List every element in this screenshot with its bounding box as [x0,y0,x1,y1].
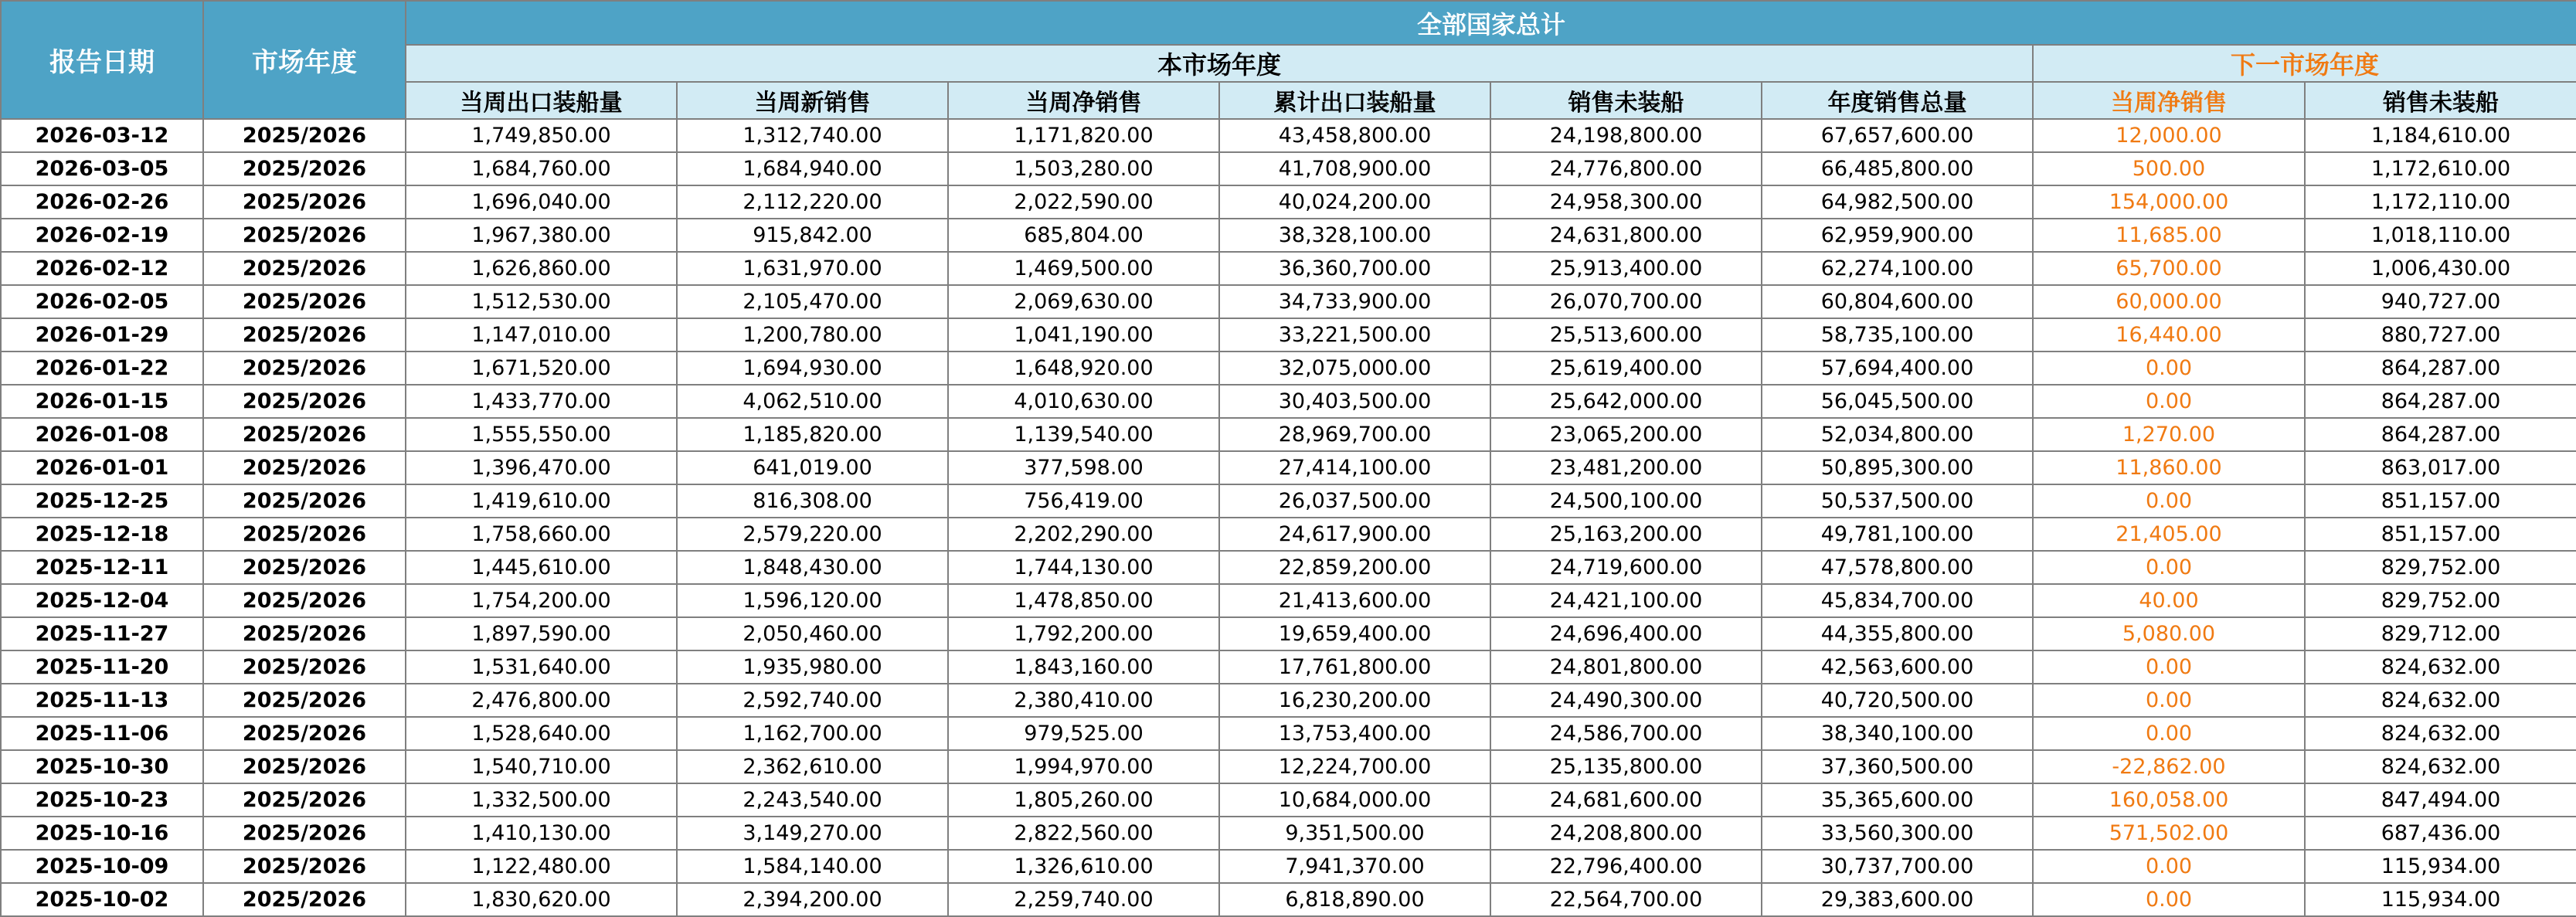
total-commitments-cell[interactable]: 37,360,500.00 [1762,750,2033,783]
next-year-net-sales-cell[interactable]: 40.00 [2033,584,2305,617]
next-year-outstanding-cell[interactable]: 847,494.00 [2305,783,2576,817]
cumulative-exports-cell[interactable]: 9,351,500.00 [1219,817,1490,850]
weekly-new-sales-cell[interactable]: 2,579,220.00 [677,518,948,551]
next-year-outstanding-cell[interactable]: 824,632.00 [2305,750,2576,783]
cumulative-exports-cell[interactable]: 36,360,700.00 [1219,252,1490,285]
table-row [1,684,2576,717]
weekly-net-sales-cell[interactable]: 1,744,130.00 [948,551,1219,584]
table-body [1,119,2576,916]
market-year-cell[interactable]: 2025/2026 [203,650,406,684]
next-year-net-sales-cell[interactable]: 1,270.00 [2033,418,2305,451]
weekly-net-sales-cell[interactable]: 2,259,740.00 [948,883,1219,916]
outstanding-sales-cell[interactable]: 26,070,700.00 [1490,285,1762,318]
next-year-net-sales-cell[interactable]: 160,058.00 [2033,783,2305,817]
weekly-new-sales-cell[interactable]: 2,243,540.00 [677,783,948,817]
next-year-net-sales-cell[interactable]: 0.00 [2033,484,2305,518]
outstanding-sales-cell[interactable]: 22,796,400.00 [1490,850,1762,883]
market-year-cell[interactable]: 2025/2026 [203,850,406,883]
weekly-new-sales-cell[interactable]: 1,584,140.00 [677,850,948,883]
market-year-cell[interactable]: 2025/2026 [203,185,406,219]
cumulative-exports-cell[interactable]: 6,818,890.00 [1219,883,1490,916]
total-commitments-cell[interactable]: 50,537,500.00 [1762,484,2033,518]
weekly-exports-cell[interactable]: 2,476,800.00 [406,684,677,717]
col-weekly-net-sales-header[interactable]: 当周净销售 [948,82,1219,119]
cumulative-exports-cell[interactable]: 13,753,400.00 [1219,717,1490,750]
cumulative-exports-cell[interactable]: 30,403,500.00 [1219,385,1490,418]
outstanding-sales-cell[interactable]: 24,696,400.00 [1490,617,1762,650]
weekly-exports-cell[interactable]: 1,749,850.00 [406,119,677,152]
next-year-outstanding-cell[interactable]: 880,727.00 [2305,318,2576,352]
all-countries-total-header: 全部国家总计 [406,1,2576,45]
weekly-new-sales-cell[interactable]: 4,062,510.00 [677,385,948,418]
market-year-cell[interactable]: 2025/2026 [203,684,406,717]
total-commitments-cell[interactable]: 60,804,600.00 [1762,285,2033,318]
next-year-outstanding-cell[interactable]: 864,287.00 [2305,418,2576,451]
weekly-exports-cell[interactable]: 1,754,200.00 [406,584,677,617]
next-year-outstanding-cell[interactable]: 115,934.00 [2305,850,2576,883]
outstanding-sales-cell[interactable]: 24,681,600.00 [1490,783,1762,817]
next-year-outstanding-cell[interactable]: 864,287.00 [2305,352,2576,385]
market-year-cell[interactable]: 2025/2026 [203,252,406,285]
next-year-net-sales-cell[interactable]: -22,862.00 [2033,750,2305,783]
next-year-outstanding-cell[interactable]: 851,157.00 [2305,484,2576,518]
total-commitments-cell[interactable]: 52,034,800.00 [1762,418,2033,451]
weekly-net-sales-cell[interactable]: 1,171,820.00 [948,119,1219,152]
outstanding-sales-cell[interactable]: 25,163,200.00 [1490,518,1762,551]
next-market-year-header: 下一市场年度 [2033,45,2576,82]
market-year-cell[interactable]: 2025/2026 [203,584,406,617]
weekly-exports-cell[interactable]: 1,147,010.00 [406,318,677,352]
next-year-net-sales-cell[interactable]: 0.00 [2033,551,2305,584]
table-row [1,717,2576,750]
cumulative-exports-cell[interactable]: 43,458,800.00 [1219,119,1490,152]
cumulative-exports-cell[interactable]: 38,328,100.00 [1219,219,1490,252]
weekly-new-sales-cell[interactable]: 1,694,930.00 [677,352,948,385]
next-year-outstanding-cell[interactable]: 1,172,610.00 [2305,152,2576,185]
weekly-net-sales-cell[interactable]: 1,139,540.00 [948,418,1219,451]
weekly-exports-cell[interactable]: 1,540,710.00 [406,750,677,783]
weekly-new-sales-cell[interactable]: 1,200,780.00 [677,318,948,352]
outstanding-sales-cell[interactable]: 23,065,200.00 [1490,418,1762,451]
weekly-exports-cell[interactable]: 1,410,130.00 [406,817,677,850]
report-date-cell[interactable]: 2026-01-22 [1,352,203,385]
col-cumulative-exports-header[interactable]: 累计出口装船量 [1219,82,1490,119]
report-date-cell[interactable]: 2026-01-29 [1,318,203,352]
table-row [1,252,2576,285]
weekly-net-sales-cell[interactable]: 2,202,290.00 [948,518,1219,551]
cumulative-exports-cell[interactable]: 22,859,200.00 [1219,551,1490,584]
weekly-net-sales-cell[interactable]: 1,648,920.00 [948,352,1219,385]
outstanding-sales-cell[interactable]: 25,642,000.00 [1490,385,1762,418]
market-year-cell[interactable]: 2025/2026 [203,518,406,551]
table-row [1,318,2576,352]
weekly-net-sales-cell[interactable]: 756,419.00 [948,484,1219,518]
outstanding-sales-cell[interactable]: 24,198,800.00 [1490,119,1762,152]
table-row [1,650,2576,684]
weekly-exports-cell[interactable]: 1,445,610.00 [406,551,677,584]
cumulative-exports-cell[interactable]: 33,221,500.00 [1219,318,1490,352]
weekly-net-sales-cell[interactable]: 1,805,260.00 [948,783,1219,817]
outstanding-sales-cell[interactable]: 25,513,600.00 [1490,318,1762,352]
market-year-cell[interactable]: 2025/2026 [203,418,406,451]
outstanding-sales-cell[interactable]: 24,631,800.00 [1490,219,1762,252]
weekly-exports-cell[interactable]: 1,512,530.00 [406,285,677,318]
col-weekly-new-sales-header[interactable]: 当周新销售 [677,82,948,119]
cumulative-exports-cell[interactable]: 12,224,700.00 [1219,750,1490,783]
weekly-new-sales-cell[interactable]: 2,050,460.00 [677,617,948,650]
table-row [1,119,2576,152]
next-year-net-sales-cell[interactable]: 60,000.00 [2033,285,2305,318]
report-date-cell[interactable]: 2025-10-23 [1,783,203,817]
market-year-cell[interactable]: 2025/2026 [203,551,406,584]
cumulative-exports-cell[interactable]: 28,969,700.00 [1219,418,1490,451]
next-year-net-sales-cell[interactable]: 21,405.00 [2033,518,2305,551]
total-commitments-cell[interactable]: 58,735,100.00 [1762,318,2033,352]
total-commitments-cell[interactable]: 47,578,800.00 [1762,551,2033,584]
col-weekly-exports-header[interactable]: 当周出口装船量 [406,82,677,119]
total-commitments-cell[interactable]: 67,657,600.00 [1762,119,2033,152]
weekly-net-sales-cell[interactable]: 2,380,410.00 [948,684,1219,717]
report-date-cell[interactable]: 2026-01-01 [1,451,203,484]
next-year-outstanding-cell[interactable]: 940,727.00 [2305,285,2576,318]
next-year-outstanding-cell[interactable]: 1,018,110.00 [2305,219,2576,252]
total-commitments-cell[interactable]: 30,737,700.00 [1762,850,2033,883]
outstanding-sales-cell[interactable]: 25,913,400.00 [1490,252,1762,285]
table-row [1,850,2576,883]
report-date-cell[interactable]: 2025-11-06 [1,717,203,750]
weekly-new-sales-cell[interactable]: 1,162,700.00 [677,717,948,750]
next-year-outstanding-cell[interactable]: 824,632.00 [2305,650,2576,684]
weekly-exports-cell[interactable]: 1,696,040.00 [406,185,677,219]
report-date-cell[interactable]: 2026-02-12 [1,252,203,285]
weekly-new-sales-cell[interactable]: 1,935,980.00 [677,650,948,684]
weekly-exports-cell[interactable]: 1,758,660.00 [406,518,677,551]
next-year-net-sales-cell[interactable]: 0.00 [2033,883,2305,916]
next-year-net-sales-cell[interactable]: 0.00 [2033,717,2305,750]
outstanding-sales-cell[interactable]: 22,564,700.00 [1490,883,1762,916]
table-row [1,152,2576,185]
weekly-exports-cell[interactable]: 1,967,380.00 [406,219,677,252]
weekly-new-sales-cell[interactable]: 2,592,740.00 [677,684,948,717]
table-row [1,817,2576,850]
weekly-net-sales-cell[interactable]: 1,503,280.00 [948,152,1219,185]
weekly-net-sales-cell[interactable]: 2,022,590.00 [948,185,1219,219]
next-year-outstanding-cell[interactable]: 1,006,430.00 [2305,252,2576,285]
report-date-cell[interactable]: 2026-02-05 [1,285,203,318]
market-year-cell[interactable]: 2025/2026 [203,717,406,750]
table-row [1,484,2576,518]
market-year-cell[interactable]: 2025/2026 [203,385,406,418]
market-year-cell[interactable]: 2025/2026 [203,152,406,185]
cumulative-exports-cell[interactable]: 40,024,200.00 [1219,185,1490,219]
table-row [1,451,2576,484]
next-year-net-sales-cell[interactable]: 16,440.00 [2033,318,2305,352]
weekly-net-sales-cell[interactable]: 1,843,160.00 [948,650,1219,684]
weekly-net-sales-cell[interactable]: 377,598.00 [948,451,1219,484]
weekly-new-sales-cell[interactable]: 816,308.00 [677,484,948,518]
weekly-net-sales-cell[interactable]: 2,822,560.00 [948,817,1219,850]
weekly-exports-cell[interactable]: 1,396,470.00 [406,451,677,484]
cumulative-exports-cell[interactable]: 17,761,800.00 [1219,650,1490,684]
next-year-net-sales-cell[interactable]: 154,000.00 [2033,185,2305,219]
report-date-cell[interactable]: 2026-03-05 [1,152,203,185]
next-year-net-sales-cell[interactable]: 571,502.00 [2033,817,2305,850]
next-year-outstanding-cell[interactable]: 829,752.00 [2305,551,2576,584]
table-row [1,352,2576,385]
total-commitments-cell[interactable]: 66,485,800.00 [1762,152,2033,185]
next-year-net-sales-cell[interactable]: 0.00 [2033,352,2305,385]
cumulative-exports-cell[interactable]: 10,684,000.00 [1219,783,1490,817]
weekly-new-sales-cell[interactable]: 641,019.00 [677,451,948,484]
outstanding-sales-cell[interactable]: 24,421,100.00 [1490,584,1762,617]
weekly-new-sales-cell[interactable]: 915,842.00 [677,219,948,252]
weekly-new-sales-cell[interactable]: 2,362,610.00 [677,750,948,783]
market-year-cell[interactable]: 2025/2026 [203,484,406,518]
total-commitments-cell[interactable]: 40,720,500.00 [1762,684,2033,717]
report-date-cell[interactable]: 2025-12-25 [1,484,203,518]
report-date-cell[interactable]: 2025-10-02 [1,883,203,916]
table-header [1,1,2576,119]
table-row [1,617,2576,650]
next-year-net-sales-cell[interactable]: 0.00 [2033,385,2305,418]
next-year-outstanding-cell[interactable]: 851,157.00 [2305,518,2576,551]
table-row [1,219,2576,252]
weekly-exports-cell[interactable]: 1,626,860.00 [406,252,677,285]
total-commitments-cell[interactable]: 33,560,300.00 [1762,817,2033,850]
weekly-exports-cell[interactable]: 1,830,620.00 [406,883,677,916]
next-year-outstanding-cell[interactable]: 115,934.00 [2305,883,2576,916]
cumulative-exports-cell[interactable]: 26,037,500.00 [1219,484,1490,518]
weekly-exports-cell[interactable]: 1,332,500.00 [406,783,677,817]
outstanding-sales-cell[interactable]: 24,500,100.00 [1490,484,1762,518]
next-year-outstanding-cell[interactable]: 829,712.00 [2305,617,2576,650]
market-year-cell[interactable]: 2025/2026 [203,318,406,352]
report-date-cell[interactable]: 2025-10-16 [1,817,203,850]
next-year-net-sales-cell[interactable]: 0.00 [2033,650,2305,684]
table-row [1,185,2576,219]
total-commitments-cell[interactable]: 42,563,600.00 [1762,650,2033,684]
weekly-new-sales-cell[interactable]: 1,596,120.00 [677,584,948,617]
cumulative-exports-cell[interactable]: 41,708,900.00 [1219,152,1490,185]
weekly-new-sales-cell[interactable]: 2,105,470.00 [677,285,948,318]
weekly-new-sales-cell[interactable]: 1,312,740.00 [677,119,948,152]
cumulative-exports-cell[interactable]: 24,617,900.00 [1219,518,1490,551]
total-commitments-cell[interactable]: 49,781,100.00 [1762,518,2033,551]
outstanding-sales-cell[interactable]: 24,208,800.00 [1490,817,1762,850]
col-next-year-net-sales-header[interactable]: 当周净销售 [2033,82,2305,119]
market-year-cell[interactable]: 2025/2026 [203,285,406,318]
table-row [1,883,2576,916]
table-row [1,518,2576,551]
next-year-net-sales-cell[interactable]: 0.00 [2033,684,2305,717]
weekly-exports-cell[interactable]: 1,528,640.00 [406,717,677,750]
outstanding-sales-cell[interactable]: 24,958,300.00 [1490,185,1762,219]
report-date-cell[interactable]: 2026-01-08 [1,418,203,451]
weekly-net-sales-cell[interactable]: 2,069,630.00 [948,285,1219,318]
report-date-cell[interactable]: 2025-11-27 [1,617,203,650]
report-date-cell[interactable]: 2026-02-19 [1,219,203,252]
market-year-cell[interactable]: 2025/2026 [203,617,406,650]
total-commitments-cell[interactable]: 56,045,500.00 [1762,385,2033,418]
total-commitments-cell[interactable]: 35,365,600.00 [1762,783,2033,817]
total-commitments-cell[interactable]: 44,355,800.00 [1762,617,2033,650]
report-date-cell[interactable]: 2026-02-26 [1,185,203,219]
col-outstanding-sales-header[interactable]: 销售未装船 [1490,82,1762,119]
total-commitments-cell[interactable]: 38,340,100.00 [1762,717,2033,750]
weekly-exports-cell[interactable]: 1,419,610.00 [406,484,677,518]
outstanding-sales-cell[interactable]: 25,619,400.00 [1490,352,1762,385]
weekly-net-sales-cell[interactable]: 1,041,190.00 [948,318,1219,352]
next-year-outstanding-cell[interactable]: 864,287.00 [2305,385,2576,418]
market-year-cell[interactable]: 2025/2026 [203,883,406,916]
weekly-net-sales-cell[interactable]: 1,994,970.00 [948,750,1219,783]
report-date-cell[interactable]: 2025-12-04 [1,584,203,617]
outstanding-sales-cell[interactable]: 24,801,800.00 [1490,650,1762,684]
weekly-net-sales-cell[interactable]: 1,469,500.00 [948,252,1219,285]
weekly-exports-cell[interactable]: 1,897,590.00 [406,617,677,650]
report-date-cell[interactable]: 2025-11-20 [1,650,203,684]
market-year-cell[interactable]: 2025/2026 [203,451,406,484]
weekly-net-sales-cell[interactable]: 1,792,200.00 [948,617,1219,650]
current-market-year-header: 本市场年度 [406,45,2033,82]
total-commitments-cell[interactable]: 62,959,900.00 [1762,219,2033,252]
report-date-cell[interactable]: 2025-12-11 [1,551,203,584]
weekly-new-sales-cell[interactable]: 3,149,270.00 [677,817,948,850]
col-next-year-outstanding-header[interactable]: 销售未装船 [2305,82,2576,119]
weekly-exports-cell[interactable]: 1,684,760.00 [406,152,677,185]
outstanding-sales-cell[interactable]: 23,481,200.00 [1490,451,1762,484]
weekly-net-sales-cell[interactable]: 685,804.00 [948,219,1219,252]
weekly-net-sales-cell[interactable]: 1,326,610.00 [948,850,1219,883]
next-year-outstanding-cell[interactable]: 829,752.00 [2305,584,2576,617]
weekly-net-sales-cell[interactable]: 1,478,850.00 [948,584,1219,617]
cumulative-exports-cell[interactable]: 27,414,100.00 [1219,451,1490,484]
next-year-net-sales-cell[interactable]: 11,685.00 [2033,219,2305,252]
next-year-net-sales-cell[interactable]: 5,080.00 [2033,617,2305,650]
cumulative-exports-cell[interactable]: 16,230,200.00 [1219,684,1490,717]
table-row [1,285,2576,318]
report-date-cell[interactable]: 2026-03-12 [1,119,203,152]
report-date-cell[interactable]: 2026-01-15 [1,385,203,418]
total-commitments-cell[interactable]: 57,694,400.00 [1762,352,2033,385]
table-row [1,418,2576,451]
outstanding-sales-cell[interactable]: 24,490,300.00 [1490,684,1762,717]
next-year-outstanding-cell[interactable]: 824,632.00 [2305,717,2576,750]
total-commitments-cell[interactable]: 64,982,500.00 [1762,185,2033,219]
weekly-new-sales-cell[interactable]: 1,848,430.00 [677,551,948,584]
next-year-net-sales-cell[interactable]: 500.00 [2033,152,2305,185]
weekly-new-sales-cell[interactable]: 2,112,220.00 [677,185,948,219]
next-year-outstanding-cell[interactable]: 824,632.00 [2305,684,2576,717]
next-year-outstanding-cell[interactable]: 863,017.00 [2305,451,2576,484]
weekly-new-sales-cell[interactable]: 1,631,970.00 [677,252,948,285]
outstanding-sales-cell[interactable]: 24,586,700.00 [1490,717,1762,750]
weekly-exports-cell[interactable]: 1,671,520.00 [406,352,677,385]
cumulative-exports-cell[interactable]: 19,659,400.00 [1219,617,1490,650]
weekly-net-sales-cell[interactable]: 4,010,630.00 [948,385,1219,418]
market-year-cell[interactable]: 2025/2026 [203,783,406,817]
market-year-cell[interactable]: 2025/2026 [203,119,406,152]
weekly-exports-cell[interactable]: 1,555,550.00 [406,418,677,451]
table-row [1,584,2576,617]
cumulative-exports-cell[interactable]: 21,413,600.00 [1219,584,1490,617]
next-year-outstanding-cell[interactable]: 1,172,110.00 [2305,185,2576,219]
next-year-net-sales-cell[interactable]: 0.00 [2033,850,2305,883]
report-date-cell[interactable]: 2025-11-13 [1,684,203,717]
outstanding-sales-cell[interactable]: 25,135,800.00 [1490,750,1762,783]
col-total-commitments-header[interactable]: 年度销售总量 [1762,82,2033,119]
next-year-net-sales-cell[interactable]: 12,000.00 [2033,119,2305,152]
total-commitments-cell[interactable]: 29,383,600.00 [1762,883,2033,916]
weekly-new-sales-cell[interactable]: 1,185,820.00 [677,418,948,451]
next-year-net-sales-cell[interactable]: 65,700.00 [2033,252,2305,285]
report-date-cell[interactable]: 2025-10-30 [1,750,203,783]
weekly-exports-cell[interactable]: 1,122,480.00 [406,850,677,883]
total-commitments-cell[interactable]: 45,834,700.00 [1762,584,2033,617]
outstanding-sales-cell[interactable]: 24,776,800.00 [1490,152,1762,185]
weekly-net-sales-cell[interactable]: 979,525.00 [948,717,1219,750]
cumulative-exports-cell[interactable]: 34,733,900.00 [1219,285,1490,318]
table-row [1,385,2576,418]
market-year-header[interactable]: 市场年度 [203,1,406,119]
weekly-new-sales-cell[interactable]: 1,684,940.00 [677,152,948,185]
table-row [1,551,2576,584]
weekly-exports-cell[interactable]: 1,433,770.00 [406,385,677,418]
report-date-cell[interactable]: 2025-10-09 [1,850,203,883]
report-date-header[interactable]: 报告日期 [1,1,203,119]
market-year-cell[interactable]: 2025/2026 [203,750,406,783]
table-row [1,783,2576,817]
next-year-net-sales-cell[interactable]: 11,860.00 [2033,451,2305,484]
market-year-cell[interactable]: 2025/2026 [203,219,406,252]
outstanding-sales-cell[interactable]: 24,719,600.00 [1490,551,1762,584]
next-year-outstanding-cell[interactable]: 1,184,610.00 [2305,119,2576,152]
market-year-cell[interactable]: 2025/2026 [203,352,406,385]
next-year-outstanding-cell[interactable]: 687,436.00 [2305,817,2576,850]
total-commitments-cell[interactable]: 50,895,300.00 [1762,451,2033,484]
cumulative-exports-cell[interactable]: 32,075,000.00 [1219,352,1490,385]
cumulative-exports-cell[interactable]: 7,941,370.00 [1219,850,1490,883]
report-date-cell[interactable]: 2025-12-18 [1,518,203,551]
market-year-cell[interactable]: 2025/2026 [203,817,406,850]
total-commitments-cell[interactable]: 62,274,100.00 [1762,252,2033,285]
table-row [1,750,2576,783]
weekly-exports-cell[interactable]: 1,531,640.00 [406,650,677,684]
weekly-new-sales-cell[interactable]: 2,394,200.00 [677,883,948,916]
